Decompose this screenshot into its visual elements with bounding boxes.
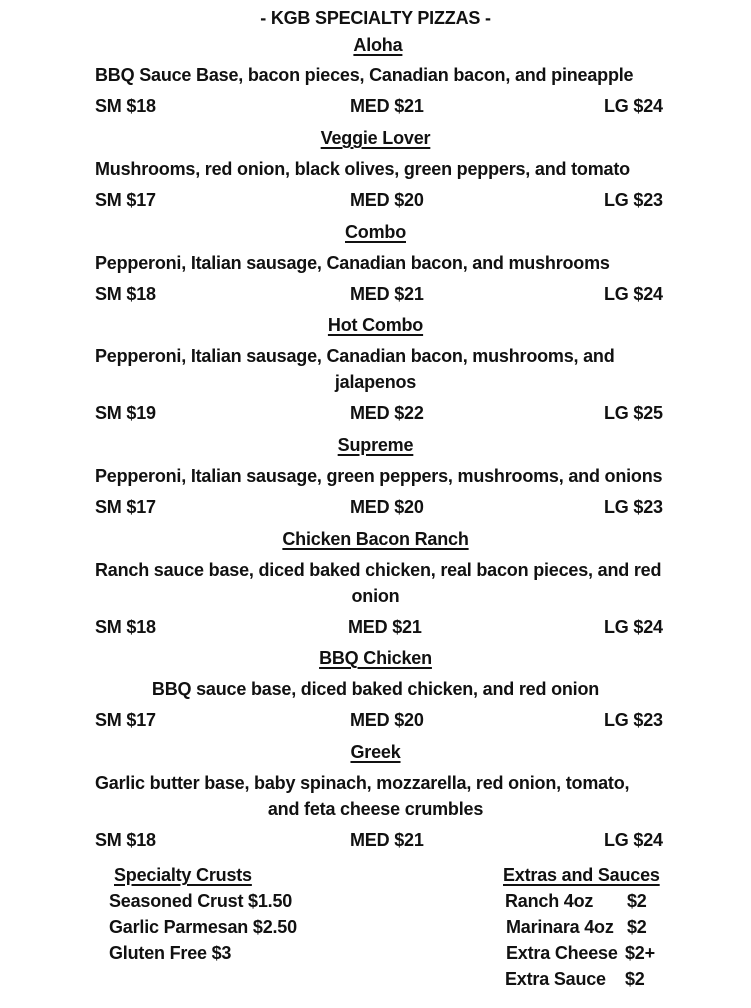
pizza-name-text: Veggie Lover — [320, 128, 431, 148]
pizza-name-text: Hot Combo — [327, 315, 424, 335]
crust-item: Seasoned Crust $1.50 — [109, 891, 293, 911]
price-small: SM $18 — [95, 96, 156, 116]
price-small: SM $17 — [95, 710, 156, 730]
pizza-description: BBQ sauce base, diced baked chicken, and red onion — [151, 679, 600, 699]
extra-item-name: Ranch 4oz — [505, 891, 594, 911]
price-small: SM $18 — [95, 284, 156, 304]
pizza-description-continued: onion — [351, 586, 400, 606]
price-small: SM $18 — [95, 830, 156, 850]
price-small: SM $18 — [95, 617, 156, 637]
pizza-name-bbq-chicken — [0, 645, 751, 671]
crust-item: Gluten Free $3 — [109, 943, 232, 963]
price-small: SM $19 — [95, 403, 156, 423]
extra-item-price: $2 — [627, 917, 647, 937]
specialty-crusts-heading: Specialty Crusts — [114, 865, 252, 885]
pizza-name-text: Chicken Bacon Ranch — [282, 529, 469, 549]
pizza-name-chicken-bacon-ranch — [0, 526, 751, 552]
extra-item — [503, 914, 703, 940]
extra-item — [503, 966, 703, 992]
extra-item-price: $2 — [627, 891, 647, 911]
pizza-name-text: BBQ Chicken — [319, 648, 432, 668]
crust-item: Garlic Parmesan $2.50 — [109, 917, 297, 937]
pizza-description: Garlic butter base, baby spinach, mozzarella, red onion, tomato, — [95, 773, 630, 793]
pizza-name-combo — [0, 219, 751, 245]
pizza-name-hot-combo — [0, 312, 751, 338]
specialty-crusts-section — [109, 862, 297, 966]
extra-item-name: Marinara 4oz — [506, 917, 614, 937]
price-medium: MED $20 — [350, 190, 424, 210]
pizza-name-supreme — [0, 432, 751, 458]
price-medium: MED $21 — [348, 617, 422, 637]
pizza-name-text: Aloha — [353, 35, 403, 55]
pizza-name-veggie-lover — [0, 125, 751, 151]
pizza-name-text: Greek — [350, 742, 401, 762]
price-medium: MED $21 — [350, 284, 424, 304]
price-large: LG $24 — [604, 830, 663, 850]
price-medium: MED $20 — [350, 497, 424, 517]
pizza-name-text: Supreme — [337, 435, 414, 455]
pizza-description: Pepperoni, Italian sausage, Canadian bacon, and mushrooms — [95, 253, 610, 273]
pizza-description: Pepperoni, Italian sausage, green peppers, mushrooms, and onions — [95, 466, 663, 486]
price-large: LG $23 — [604, 190, 663, 210]
extra-item-price: $2 — [625, 969, 645, 989]
extras-heading: Extras and Sauces — [503, 865, 660, 885]
price-large: LG $24 — [604, 617, 663, 637]
pizza-description: Ranch sauce base, diced baked chicken, real bacon pieces, and red — [95, 560, 662, 580]
price-medium: MED $20 — [350, 710, 424, 730]
pizza-name-text: Combo — [345, 222, 406, 242]
price-large: LG $23 — [604, 710, 663, 730]
price-large: LG $23 — [604, 497, 663, 517]
pizza-description-continued: jalapenos — [334, 372, 417, 392]
extra-item-name: Extra Cheese — [506, 943, 618, 963]
pizza-description-continued: and feta cheese crumbles — [267, 799, 484, 819]
price-medium: MED $22 — [350, 403, 424, 423]
price-small: SM $17 — [95, 190, 156, 210]
price-large: LG $25 — [604, 403, 663, 423]
pizza-name-greek — [0, 739, 751, 765]
extras-and-sauces-section — [503, 862, 703, 992]
price-medium: MED $21 — [350, 96, 424, 116]
menu-title: - KGB SPECIALTY PIZZAS - — [260, 8, 491, 28]
pizza-description: Mushrooms, red onion, black olives, green peppers, and tomato — [95, 159, 630, 179]
pizza-description: Pepperoni, Italian sausage, Canadian bacon, mushrooms, and — [95, 346, 615, 366]
extra-item — [503, 940, 703, 966]
pizza-name-aloha — [0, 32, 751, 58]
price-medium: MED $21 — [350, 830, 424, 850]
extra-item — [503, 888, 703, 914]
pizza-description: BBQ Sauce Base, bacon pieces, Canadian bacon, and pineapple — [95, 65, 634, 85]
extra-item-price: $2+ — [625, 943, 655, 963]
price-large: LG $24 — [604, 284, 663, 304]
price-small: SM $17 — [95, 497, 156, 517]
extra-item-name: Extra Sauce — [505, 969, 606, 989]
price-large: LG $24 — [604, 96, 663, 116]
